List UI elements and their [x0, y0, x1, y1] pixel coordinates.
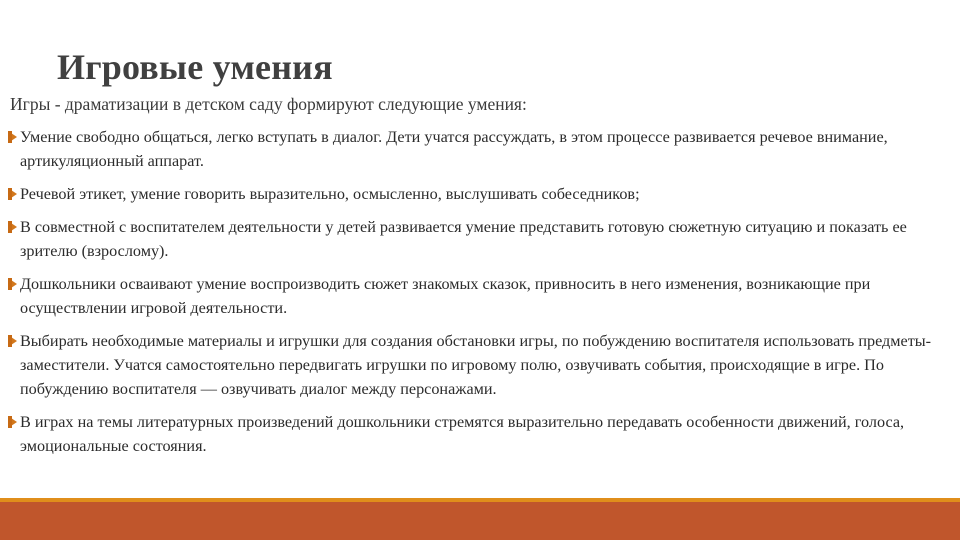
list-item — [10, 329, 950, 401]
slide-title: Игровые умения — [57, 47, 333, 87]
list-item-text: В совместной с воспитателем деятельности у детей развивается умение представить готовую сюжетную ситуацию и показать ее зрителю (взрослому). — [20, 218, 907, 260]
footer-band — [0, 502, 960, 540]
list-item — [10, 215, 950, 263]
arrow-bullet-icon — [8, 278, 17, 290]
list-item-text: Умение свободно общаться, легко вступать в диалог. Дети учатся рассуждать, в этом процессе развивается речевое внимание, артикуляционный аппарат. — [20, 128, 888, 170]
arrow-bullet-icon — [8, 335, 17, 347]
bullet-list — [10, 125, 950, 458]
arrow-bullet-icon — [8, 188, 17, 200]
list-item — [10, 182, 950, 206]
list-item-text: В играх на темы литературных произведений дошкольники стремятся выразительно передавать особенности движений, голоса, эмоциональные состояния. — [20, 413, 905, 455]
list-item — [10, 272, 950, 320]
list-item-text: Речевой этикет, умение говорить выразительно, осмысленно, выслушивать собеседников; — [20, 185, 640, 203]
list-item-text: Дошкольники осваивают умение воспроизводить сюжет знакомых сказок, привносить в него изменения, возникающие при осуществлении игровой деятельности. — [20, 275, 871, 317]
list-item — [10, 410, 950, 458]
list-item — [10, 125, 950, 173]
arrow-bullet-icon — [8, 131, 17, 143]
list-item-text: Выбирать необходимые материалы и игрушки для создания обстановки игры, по побуждению воспитателя использовать предметы-заместители. Учатся самостоятельно передвигать игрушки по игровому полю, озвучивать события, происходящие в игре. По побуждению воспитателя — озвучивать диалог между персонажами. — [20, 332, 932, 398]
arrow-bullet-icon — [8, 416, 17, 428]
slide-content — [10, 92, 950, 467]
arrow-bullet-icon — [8, 221, 17, 233]
intro-text: Игры - драматизации в детском саду формируют следующие умения: — [10, 94, 527, 114]
